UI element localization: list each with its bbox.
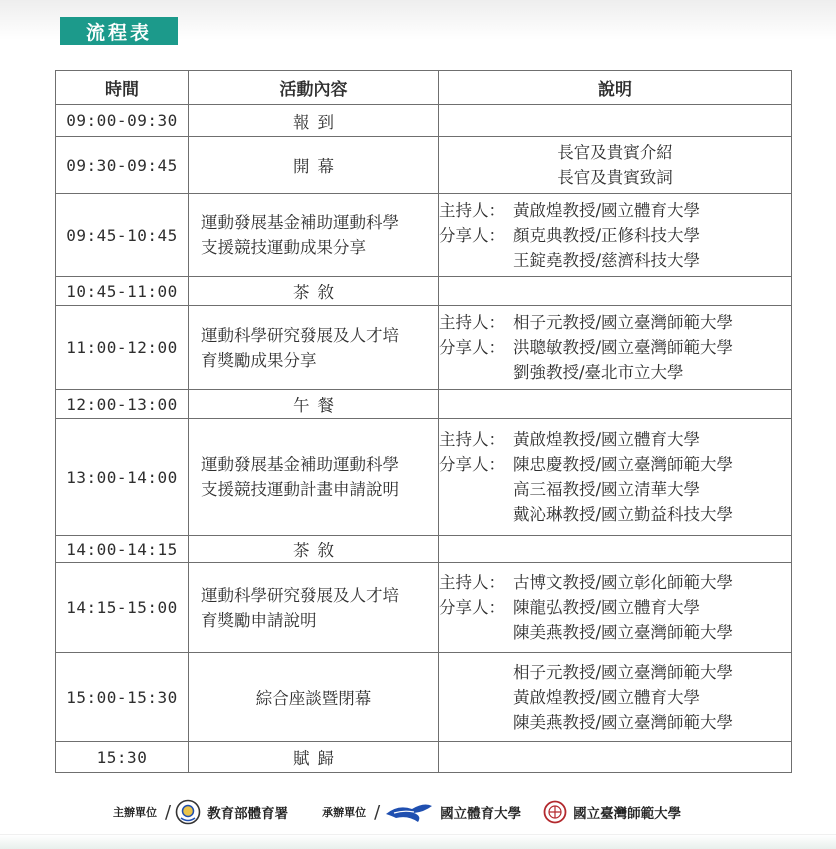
activity-text: 茶敘 <box>293 283 342 302</box>
host-label: 主持人： <box>439 430 505 449</box>
activity-text: 茶敘 <box>293 541 342 560</box>
slash-separator: / <box>165 801 172 823</box>
row-time: 14:15-15:00 <box>56 563 189 653</box>
row-description <box>439 536 792 563</box>
speaker-label: 分享人： <box>439 455 505 474</box>
person: 黃啟煌教授/國立體育大學 <box>513 200 701 220</box>
ntsu-logo-icon <box>384 800 434 824</box>
header-description: 說明 <box>439 71 792 105</box>
person: 高三福教授/國立清華大學 <box>513 480 701 499</box>
row-description <box>439 137 792 194</box>
row-description <box>439 105 792 137</box>
co-organizer-2-name: 國立臺灣師範大學 <box>573 806 682 822</box>
activity-text: 報到 <box>293 112 342 132</box>
activity-line: 運動發展基金補助運動科學 <box>201 213 399 232</box>
schedule-table <box>55 70 792 773</box>
activity-text: 開幕 <box>293 157 342 176</box>
person: 黃啟煌教授/國立體育大學 <box>513 687 701 707</box>
row-description <box>439 563 792 653</box>
row-time: 15:30 <box>56 742 189 773</box>
table-row <box>56 277 792 306</box>
bottom-shade <box>0 834 836 849</box>
table-row <box>56 390 792 419</box>
row-activity <box>189 306 439 390</box>
slash-separator: / <box>374 801 381 823</box>
row-time: 15:00-15:30 <box>56 653 189 742</box>
row-activity <box>189 105 439 137</box>
row-time: 14:00-14:15 <box>56 536 189 563</box>
row-activity <box>189 419 439 536</box>
activity-line: 運動科學研究發展及人才培 <box>201 325 399 345</box>
row-time: 11:00-12:00 <box>56 306 189 390</box>
host-label: 主持人： <box>439 313 505 332</box>
row-activity <box>189 536 439 563</box>
row-time: 12:00-13:00 <box>56 390 189 419</box>
row-activity <box>189 277 439 306</box>
activity-line: 運動發展基金補助運動科學 <box>201 455 399 474</box>
person: 顏克典教授/正修科技大學 <box>513 225 701 245</box>
activity-line: 運動科學研究發展及人才培 <box>201 585 399 605</box>
activity-line: 支援競技運動計畫申請說明 <box>201 480 399 499</box>
person: 陳美燕教授/國立臺灣師範大學 <box>513 712 734 732</box>
activity-line: 育獎勵申請說明 <box>201 610 317 630</box>
footer-organizers <box>113 798 681 826</box>
activity-text: 賦歸 <box>293 749 342 768</box>
row-activity <box>189 653 439 742</box>
organizer-label: 主辦單位 <box>113 806 157 819</box>
row-activity <box>189 137 439 194</box>
person: 相子元教授/國立臺灣師範大學 <box>513 313 734 332</box>
person: 戴沁琳教授/國立勤益科技大學 <box>513 505 734 524</box>
row-description <box>439 419 792 536</box>
table-row <box>56 742 792 773</box>
row-time: 09:30-09:45 <box>56 137 189 194</box>
row-description <box>439 653 792 742</box>
host-label: 主持人： <box>439 573 505 592</box>
row-description <box>439 390 792 419</box>
table-row <box>56 194 792 277</box>
ntnu-logo-icon <box>543 800 567 824</box>
row-time: 09:00-09:30 <box>56 105 189 137</box>
person: 陳龍弘教授/國立體育大學 <box>513 598 701 617</box>
person: 相子元教授/國立臺灣師範大學 <box>513 662 734 682</box>
row-time: 13:00-14:00 <box>56 419 189 536</box>
person: 陳美燕教授/國立臺灣師範大學 <box>513 623 734 642</box>
activity-text: 午餐 <box>293 396 342 415</box>
row-activity <box>189 390 439 419</box>
row-description <box>439 306 792 390</box>
person: 王錠堯教授/慈濟科技大學 <box>513 250 701 270</box>
person: 陳忠慶教授/國立臺灣師範大學 <box>513 455 734 474</box>
person: 古博文教授/國立彰化師範大學 <box>513 573 734 592</box>
row-description <box>439 277 792 306</box>
row-activity <box>189 194 439 277</box>
person: 劉強教授/臺北市立大學 <box>513 363 684 382</box>
page-title: 流程表 <box>60 17 178 45</box>
organizer-name: 教育部體育署 <box>207 806 289 822</box>
header-activity: 活動內容 <box>189 71 439 105</box>
row-description <box>439 194 792 277</box>
person: 黃啟煌教授/國立體育大學 <box>513 430 701 449</box>
table-row <box>56 653 792 742</box>
co-organizer-1-name: 國立體育大學 <box>440 806 522 822</box>
table-row <box>56 563 792 653</box>
row-time: 09:45-10:45 <box>56 194 189 277</box>
table-header-row <box>56 71 792 105</box>
row-time: 10:45-11:00 <box>56 277 189 306</box>
co-organizer-label: 承辦單位 <box>322 806 367 819</box>
description-line: 長官及貴賓介紹 <box>557 143 673 162</box>
person: 洪聰敏教授/國立臺灣師範大學 <box>513 338 734 357</box>
table-row <box>56 419 792 536</box>
speaker-label: 分享人： <box>439 338 505 357</box>
table-row <box>56 306 792 390</box>
row-activity <box>189 742 439 773</box>
host-label: 主持人： <box>439 200 505 220</box>
table-row <box>56 137 792 194</box>
row-activity <box>189 563 439 653</box>
sports-administration-logo-icon <box>175 799 201 825</box>
row-description <box>439 742 792 773</box>
activity-line: 支援競技運動成果分享 <box>201 238 366 257</box>
header-time: 時間 <box>56 71 189 105</box>
description-line: 長官及貴賓致詞 <box>557 168 673 187</box>
table-row <box>56 536 792 563</box>
activity-text: 綜合座談暨閉幕 <box>255 689 372 708</box>
speaker-label: 分享人： <box>439 225 505 245</box>
speaker-label: 分享人： <box>439 598 505 617</box>
activity-line: 育獎勵成果分享 <box>201 350 317 370</box>
table-row <box>56 105 792 137</box>
